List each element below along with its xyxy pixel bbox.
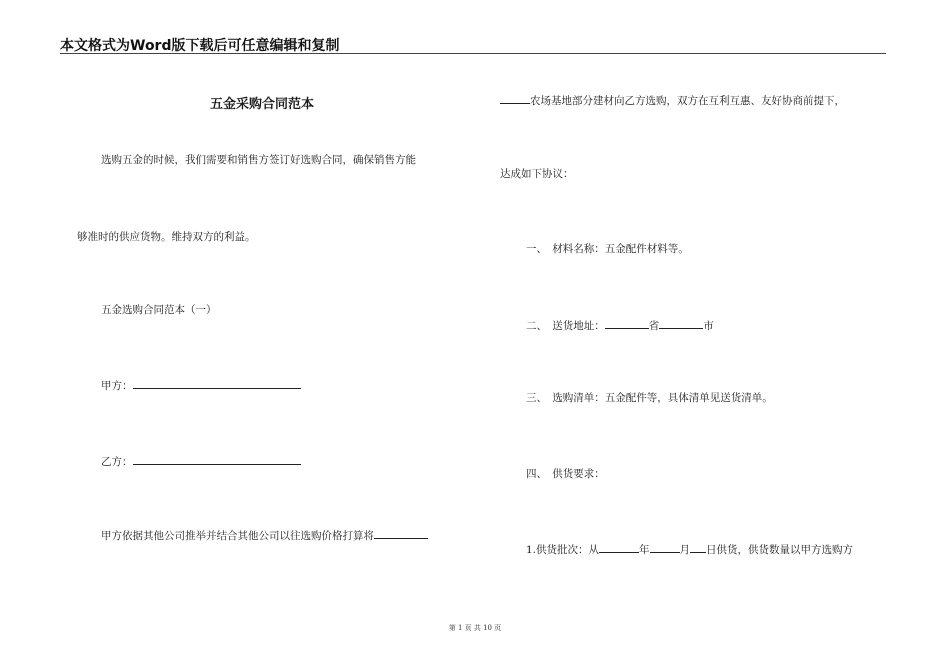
basis-line — [101, 528, 428, 543]
item-5-month: 月 — [679, 544, 691, 556]
item-5 — [526, 542, 853, 557]
party-b-label: 乙方： — [101, 456, 133, 468]
month-blank — [650, 542, 680, 553]
intro-line-1: 选购五金的时候，我们需要和销售方签订好选购合同，确保销售方能 — [101, 154, 416, 166]
item-1: 一、 材料名称：五金配件材料等。 — [526, 243, 689, 255]
item-5-tail: 日供货，供货数量以甲方选购方 — [706, 544, 854, 556]
document-banner: 本文格式为Word版下载后可任意编辑和复制 — [60, 38, 340, 54]
item-2-city: 市 — [703, 320, 714, 332]
continuation-blank — [500, 93, 530, 104]
year-blank — [599, 542, 639, 553]
party-a-blank — [133, 378, 301, 389]
basis-blank — [374, 528, 428, 539]
day-blank — [690, 542, 706, 553]
basis-text: 甲方依据其他公司推举并结合其他公司以往选购价格打算将 — [101, 530, 374, 542]
item-4: 四、 供货要求： — [526, 468, 605, 480]
item-2-province: 省 — [648, 320, 660, 332]
sample-heading: 五金选购合同范本（一） — [101, 304, 217, 316]
party-b-line — [101, 454, 301, 469]
item-2 — [526, 318, 714, 333]
item-5-label: 1.供货批次：从 — [526, 544, 600, 556]
city-blank — [659, 318, 703, 329]
item-3: 三、 选购清单：五金配件等，具体清单见送货清单。 — [526, 392, 773, 404]
party-b-blank — [133, 454, 301, 465]
continuation-line-2: 达成如下协议： — [500, 168, 574, 180]
page-footer: 第 1 页 共 10 页 — [448, 624, 502, 632]
province-blank — [605, 318, 649, 329]
page-title: 五金采购合同范本 — [209, 97, 314, 112]
party-a-label: 甲方： — [101, 380, 133, 392]
item-5-year: 年 — [639, 544, 650, 556]
banner-divider — [60, 53, 886, 54]
intro-line-2: 够准时的供应货物。维持双方的利益。 — [77, 231, 256, 243]
continuation-text: 农场基地部分建材向乙方选购，双方在互利互惠、友好协商前提下， — [530, 95, 845, 107]
item-2-label: 二、 送货地址： — [526, 320, 605, 332]
continuation-line-1 — [500, 93, 845, 108]
party-a-line — [101, 378, 301, 393]
